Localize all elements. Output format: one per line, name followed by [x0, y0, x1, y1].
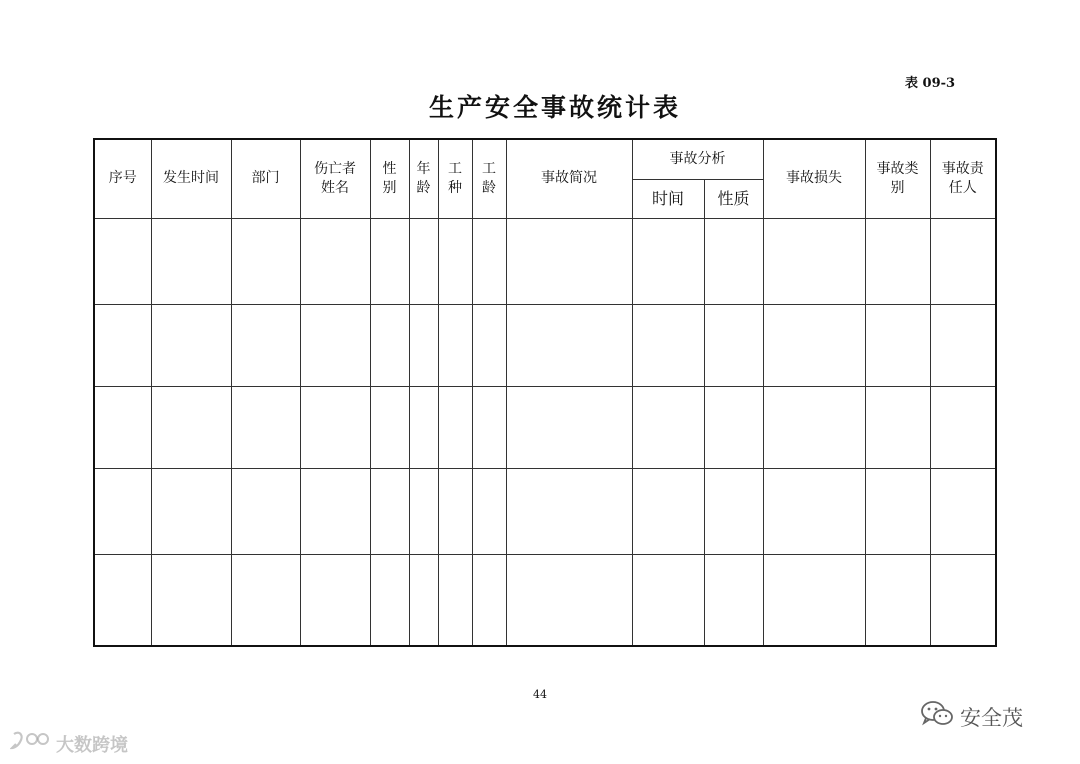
table-cell[interactable]: [409, 386, 438, 468]
header-age: [409, 139, 438, 218]
table-cell[interactable]: [704, 468, 763, 554]
table-cell[interactable]: [472, 554, 506, 646]
table-cell[interactable]: [704, 218, 763, 304]
table-cell[interactable]: [370, 554, 409, 646]
table-cell[interactable]: [151, 554, 231, 646]
header-gender-line2: 别: [382, 179, 397, 196]
table-cell[interactable]: [763, 304, 865, 386]
header-time: 发生时间: [151, 139, 231, 218]
table-cell[interactable]: [231, 218, 300, 304]
header-seniority: [472, 139, 506, 218]
wechat-logo-icon: [920, 700, 954, 733]
table-cell[interactable]: [370, 386, 409, 468]
table-cell[interactable]: [632, 468, 704, 554]
header-responsible-line1: 事故责: [941, 160, 984, 177]
table-cell[interactable]: [865, 468, 930, 554]
header-category-line1: 事故类: [876, 160, 919, 177]
header-analysis-time: 时间: [632, 179, 704, 218]
page-number: 44: [533, 688, 547, 701]
table-cell[interactable]: [506, 468, 632, 554]
watermark-left-text: 大数跨境: [56, 734, 128, 756]
header-age-line2: 龄: [416, 179, 431, 196]
header-work-type: [438, 139, 472, 218]
table-cell[interactable]: [632, 218, 704, 304]
table-cell[interactable]: [409, 218, 438, 304]
table-cell[interactable]: [94, 554, 151, 646]
header-seniority-line1: 工: [482, 160, 496, 177]
table-cell[interactable]: [763, 218, 865, 304]
header-summary: 事故简况: [506, 139, 632, 218]
table-cell[interactable]: [763, 386, 865, 468]
table-cell[interactable]: [370, 218, 409, 304]
table-row: [94, 468, 996, 554]
table-cell[interactable]: [438, 304, 472, 386]
table-cell[interactable]: [506, 218, 632, 304]
table-code: 表 09-3: [905, 76, 956, 91]
table-cell[interactable]: [704, 386, 763, 468]
table-cell[interactable]: [151, 304, 231, 386]
table-cell[interactable]: [472, 218, 506, 304]
header-gender: [370, 139, 409, 218]
table-cell[interactable]: [506, 304, 632, 386]
watermark-right-text: 安全茂: [960, 705, 1023, 730]
table-cell[interactable]: [865, 386, 930, 468]
table-cell[interactable]: [94, 468, 151, 554]
table-cell[interactable]: [930, 386, 996, 468]
chat-bubble-logo-icon: [10, 730, 52, 757]
header-responsible-line2: 任人: [948, 179, 977, 196]
table-cell[interactable]: [704, 304, 763, 386]
header-victim-name: [300, 139, 370, 218]
table-cell[interactable]: [506, 554, 632, 646]
header-category-line2: 别: [890, 179, 905, 196]
table-cell[interactable]: [472, 386, 506, 468]
header-analysis-nature: 性质: [704, 179, 763, 218]
table-cell[interactable]: [763, 468, 865, 554]
table-cell[interactable]: [763, 554, 865, 646]
table-cell[interactable]: [300, 386, 370, 468]
header-gender-line1: 性: [382, 160, 397, 177]
table-cell[interactable]: [151, 386, 231, 468]
table-cell[interactable]: [438, 554, 472, 646]
header-dept: 部门: [231, 139, 300, 218]
table-cell[interactable]: [300, 218, 370, 304]
table-cell[interactable]: [704, 554, 763, 646]
table-cell[interactable]: [930, 554, 996, 646]
header-loss: 事故损失: [763, 139, 865, 218]
header-victim-line1: 伤亡者: [314, 160, 356, 177]
table-cell[interactable]: [930, 304, 996, 386]
table-cell[interactable]: [438, 468, 472, 554]
header-age-line1: 年: [416, 160, 431, 177]
table-cell[interactable]: [231, 468, 300, 554]
header-worktype-line1: 工: [448, 160, 462, 177]
accident-statistics-table: [93, 138, 997, 647]
header-analysis: 事故分析: [632, 139, 763, 179]
table-cell[interactable]: [94, 386, 151, 468]
table-cell[interactable]: [438, 386, 472, 468]
table-cell[interactable]: [94, 218, 151, 304]
table-cell[interactable]: [231, 304, 300, 386]
watermark-right: [920, 700, 1023, 733]
header-seniority-line2: 龄: [482, 179, 496, 196]
table-cell[interactable]: [370, 468, 409, 554]
table-row: [94, 386, 996, 468]
table-cell[interactable]: [300, 304, 370, 386]
header-seq: 序号: [94, 139, 151, 218]
watermark-left: [10, 730, 128, 757]
table-cell[interactable]: [632, 386, 704, 468]
table-cell[interactable]: [632, 554, 704, 646]
table-cell[interactable]: [409, 554, 438, 646]
table-cell[interactable]: [94, 304, 151, 386]
table-cell[interactable]: [506, 386, 632, 468]
table-cell[interactable]: [151, 468, 231, 554]
table-cell[interactable]: [930, 218, 996, 304]
table-cell[interactable]: [409, 304, 438, 386]
table-row: [94, 304, 996, 386]
table-cell[interactable]: [300, 554, 370, 646]
table-cell[interactable]: [865, 554, 930, 646]
table-row: [94, 218, 996, 304]
table-cell[interactable]: [231, 386, 300, 468]
header-category: [865, 139, 930, 218]
table-cell[interactable]: [231, 554, 300, 646]
table-cell[interactable]: [300, 468, 370, 554]
header-worktype-line2: 种: [448, 179, 462, 196]
table-cell[interactable]: [409, 468, 438, 554]
table-cell[interactable]: [151, 218, 231, 304]
header-responsible: [930, 139, 996, 218]
table-cell[interactable]: [865, 304, 930, 386]
table-row: [94, 554, 996, 646]
header-victim-line2: 姓名: [321, 179, 349, 196]
table-cell[interactable]: [370, 304, 409, 386]
table-cell[interactable]: [865, 218, 930, 304]
table-cell[interactable]: [472, 304, 506, 386]
page-title: 生产安全事故统计表: [428, 93, 681, 122]
header-row: [94, 139, 996, 179]
table-cell[interactable]: [472, 468, 506, 554]
table-cell[interactable]: [632, 304, 704, 386]
table-cell[interactable]: [438, 218, 472, 304]
table-cell[interactable]: [930, 468, 996, 554]
